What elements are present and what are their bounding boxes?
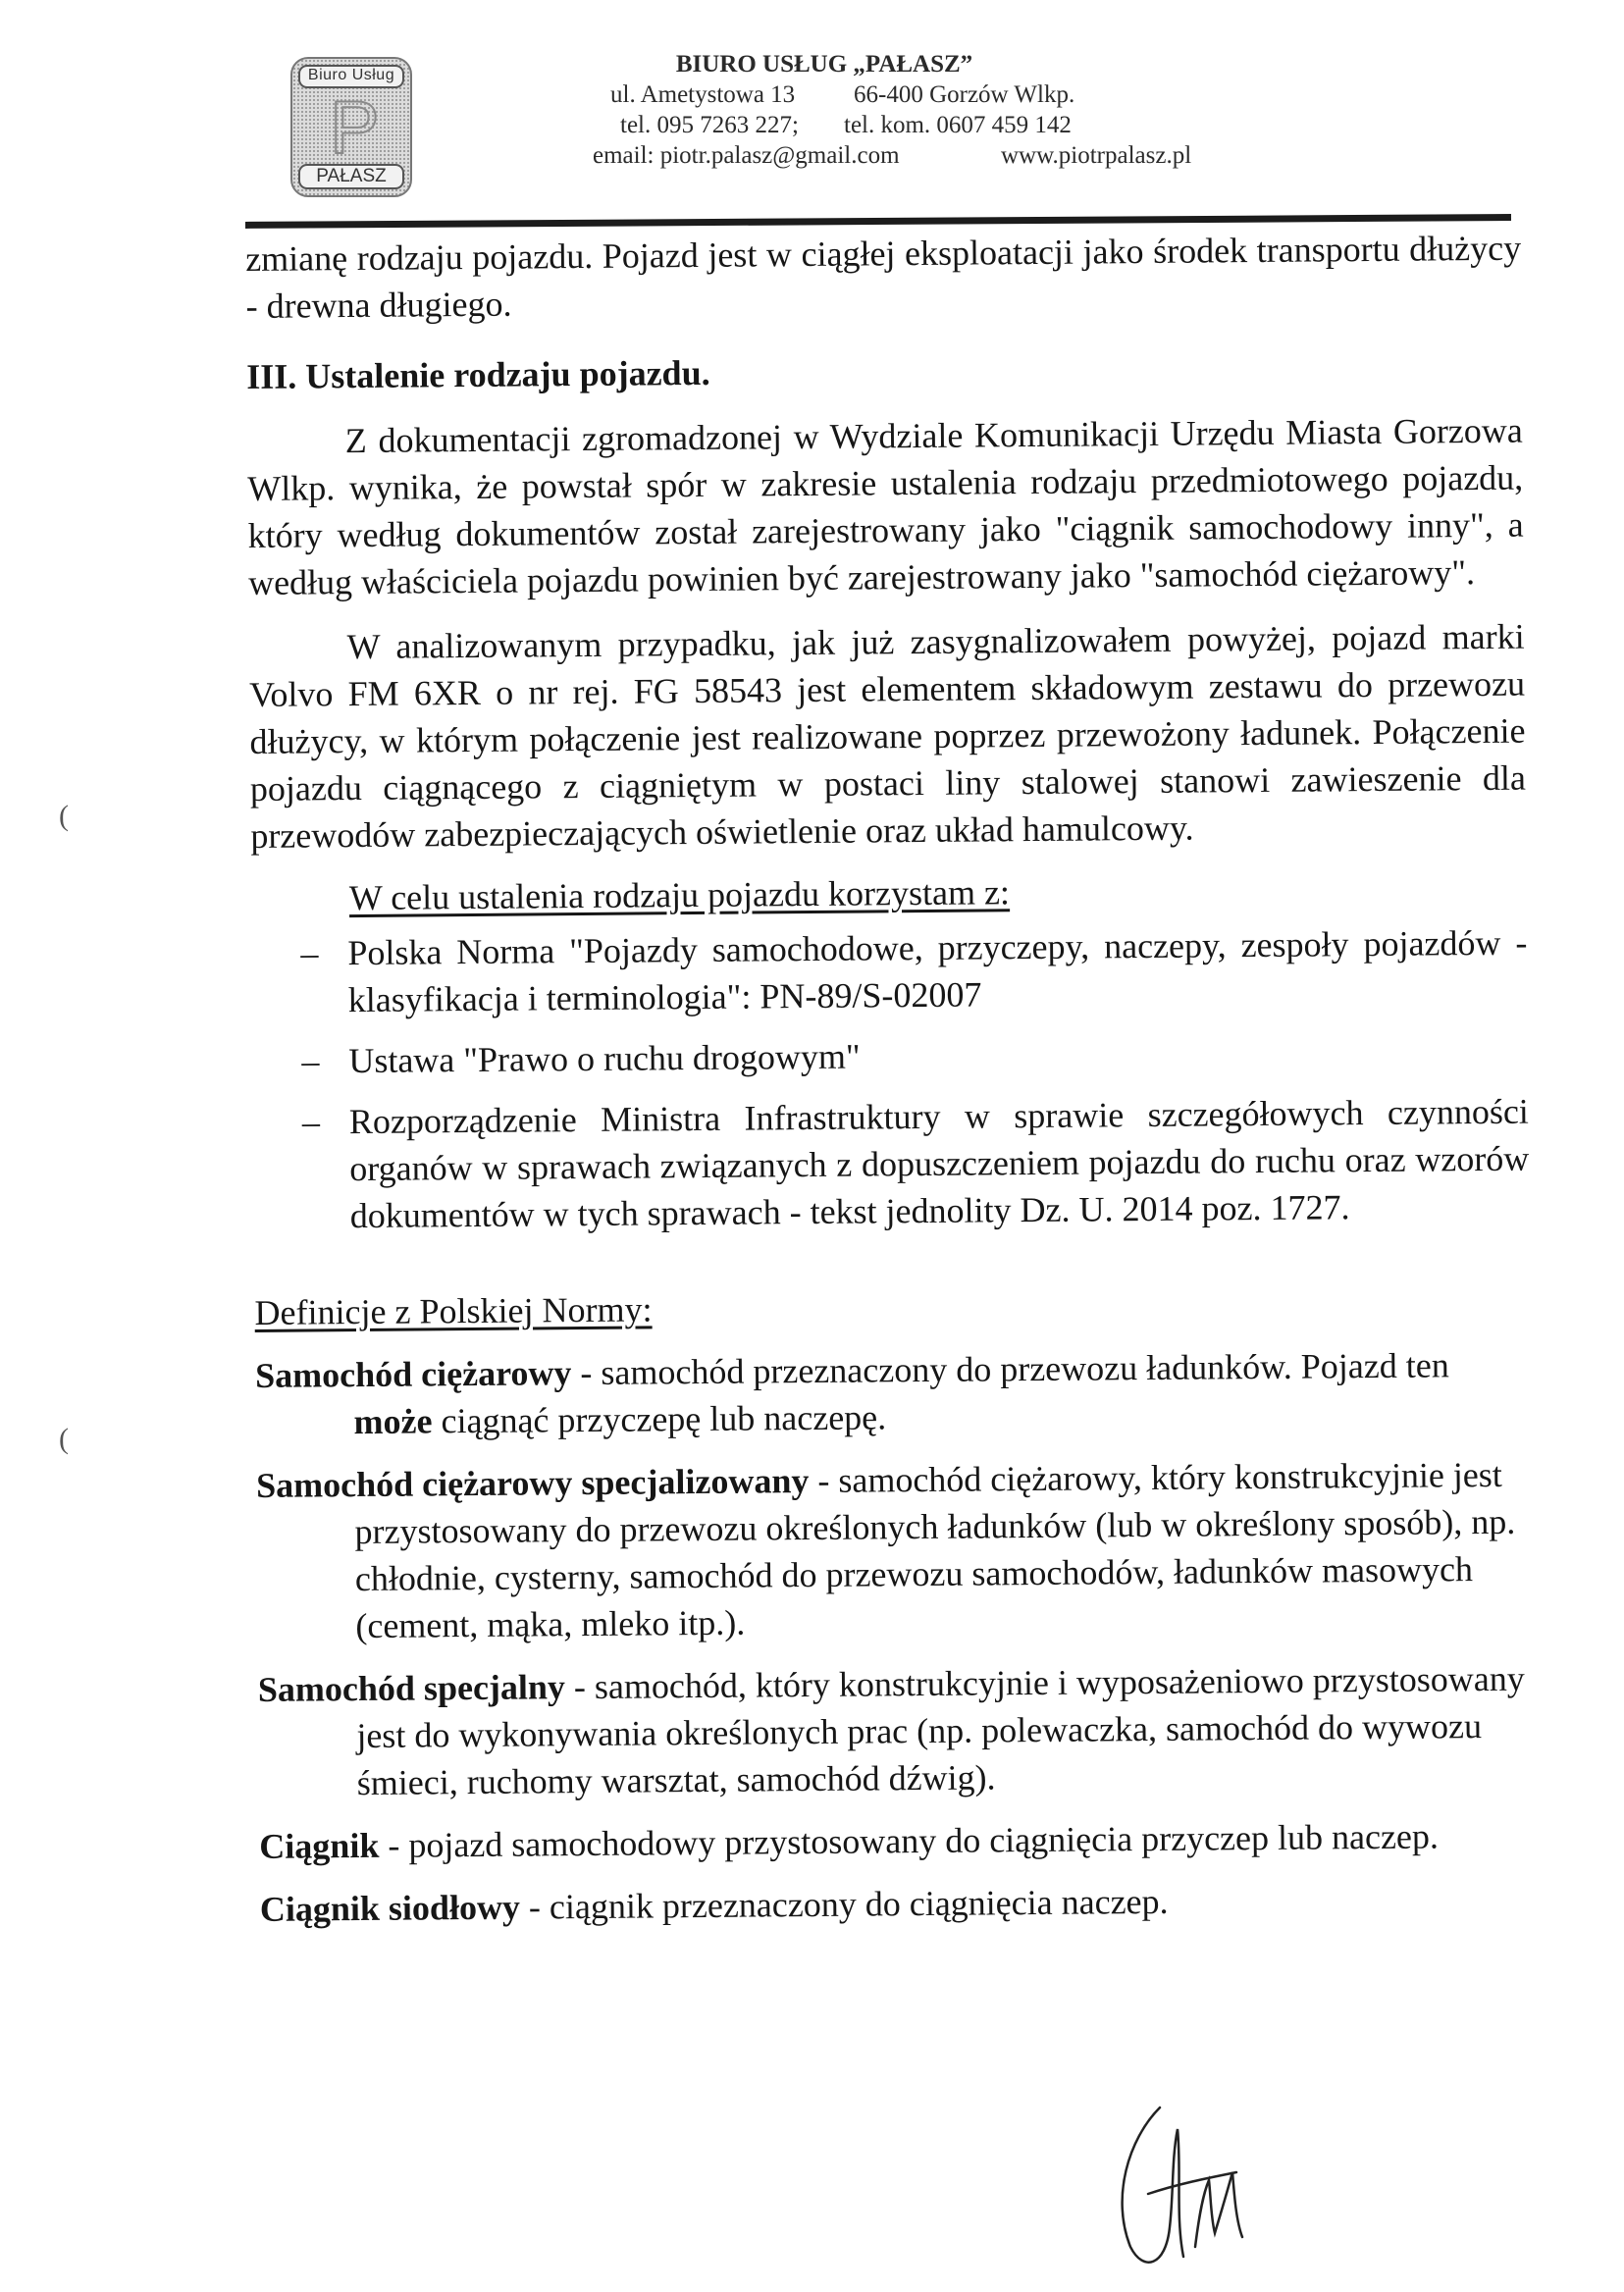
margin-mark: ( bbox=[59, 1423, 69, 1455]
website: www.piotrpalasz.pl bbox=[1001, 142, 1192, 169]
definition-text: - pojazd samochodowy przystosowany do ciągnięcia przyczep lub naczep. bbox=[379, 1816, 1440, 1865]
sources-list bbox=[251, 919, 1530, 1240]
definition-term: Ciągnik bbox=[259, 1825, 380, 1866]
definition-item bbox=[255, 1341, 1532, 1446]
definition-text: - samochód ciężarowy, który konstrukcyjnie jest przystosowany do przewozu określonych ładunków (lub w określony sposób), np. chłodnie, cysterny, samochód do przewozu samochodów, ładunków masowych (cement, mąka, mleko itp.). bbox=[354, 1454, 1516, 1646]
definition-item bbox=[259, 1812, 1535, 1870]
logo-letter: P bbox=[330, 90, 380, 161]
list-item bbox=[251, 919, 1528, 1024]
definition-text: - samochód, który konstrukcyjnie i wyposażeniowo przystosowany jest do wykonywania określonych prac (np. polewaczka, samochód do wywozu śmieci, ruchomy warsztat, samochód dźwig). bbox=[356, 1658, 1525, 1803]
contact-row bbox=[550, 140, 1236, 171]
address-row bbox=[550, 79, 1236, 110]
source-text: Ustawa "Prawo o ruchu drogowym" bbox=[348, 1036, 861, 1081]
company-name: BIURO USŁUG „PAŁASZ” bbox=[675, 51, 973, 78]
paragraph-vehicle: W analizowanym przypadku, jak już zasygnalizowałem powyżej, pojazd marki Volvo FM 6XR o nr rej. FG 58543 jest elementem składowym zestawu do przewozu dłużycy, w którym połączenie jest realizowane poprzez przewożony ładunek. Połączenie pojazdu ciągnącego z ciągniętym w postaci liny stalowej stanowi zawieszenie dla przewodów zabezpieczających oświetlenie oraz układ hamulcowy. bbox=[248, 616, 1527, 856]
sources-intro: W celu ustalenia rodzaju pojazdu korzystam z: bbox=[348, 872, 1011, 918]
logo-bottom-label: PAŁASZ bbox=[298, 164, 404, 189]
logo-top-label: Biuro Usług bbox=[298, 65, 404, 88]
sources-intro-line bbox=[349, 864, 1527, 921]
definition-text-after: ciągnąć przyczepę lub naczepę. bbox=[432, 1397, 887, 1441]
list-dash: – bbox=[300, 933, 319, 973]
definition-term: Samochód ciężarowy bbox=[254, 1353, 572, 1395]
phone-number: tel. 095 7263 227; bbox=[620, 112, 799, 138]
list-item bbox=[253, 1088, 1530, 1240]
definition-term: Samochód specjalny bbox=[257, 1667, 566, 1709]
list-item bbox=[252, 1027, 1528, 1085]
source-text: Rozporządzenie Ministra Infrastruktury w sprawie szczegółowych czynności organów w sprawach związanych z dopuszczeniem pojazdu do ruchu oraz wzorów dokumentów w tych sprawach - tekst jednolity Dz. U. 2014 poz. 1727. bbox=[348, 1091, 1530, 1236]
logo-p-mark bbox=[326, 90, 381, 161]
definition-term: Samochód ciężarowy specjalizowany bbox=[255, 1461, 810, 1505]
continuation-paragraph: zmianę rodzaju pojazdu. Pojazd jest w ciągłej eksploatacji jako środek transportu dłużycy - drewna długiego. bbox=[245, 228, 1522, 326]
source-text: Polska Norma "Pojazdy samochodowe, przyczepy, naczepy, zespoły pojazdów - klasyfikacja i terminologia": PN-89/S-02007 bbox=[347, 922, 1528, 1020]
list-dash: – bbox=[301, 1041, 320, 1081]
street-address: ul. Ametystowa 13 bbox=[610, 81, 796, 108]
margin-mark: ( bbox=[59, 800, 69, 832]
document-body bbox=[245, 225, 1536, 1933]
email-address: email: piotr.palasz@gmail.com bbox=[593, 142, 900, 169]
letterhead-text bbox=[550, 49, 1236, 171]
phone-row bbox=[550, 110, 1236, 140]
postcode-city: 66-400 Gorzów Wlkp. bbox=[854, 81, 1075, 108]
definition-text: - samochód przeznaczony do przewozu ładunków. Pojazd ten bbox=[571, 1345, 1449, 1393]
company-logo bbox=[290, 57, 412, 197]
definition-term: Ciągnik siodłowy bbox=[259, 1887, 521, 1929]
definitions-heading: Definicje z Polskiej Normy: bbox=[254, 1289, 653, 1332]
definition-item bbox=[256, 1451, 1534, 1650]
definition-item bbox=[258, 1655, 1535, 1807]
definition-text: - ciągnik przeznaczony do ciągnięcia naczep. bbox=[519, 1881, 1169, 1927]
definition-emphasis: może bbox=[353, 1401, 433, 1442]
mobile-number: tel. kom. 0607 459 142 bbox=[844, 112, 1072, 138]
definitions-heading-line bbox=[254, 1278, 1530, 1336]
paragraph-dispute: Z dokumentacji zgromadzonej w Wydziale Komunikacji Urzędu Miasta Gorzowa Wlkp. wynika, że powstał spór w zakresie ustalenia rodzaju przedmiotowego pojazdu, który według dokumentów został zarejestrowany jako "ciągnik samochodowy inny", a według właściciela pojazdu powinien być zarejestrowany jako "samochód ciężarowy". bbox=[247, 410, 1524, 602]
list-dash: – bbox=[301, 1102, 321, 1142]
handwritten-signature bbox=[1089, 2100, 1276, 2276]
section-heading: III. Ustalenie rodzaju pojazdu. bbox=[246, 352, 710, 396]
definition-item bbox=[260, 1875, 1536, 1933]
